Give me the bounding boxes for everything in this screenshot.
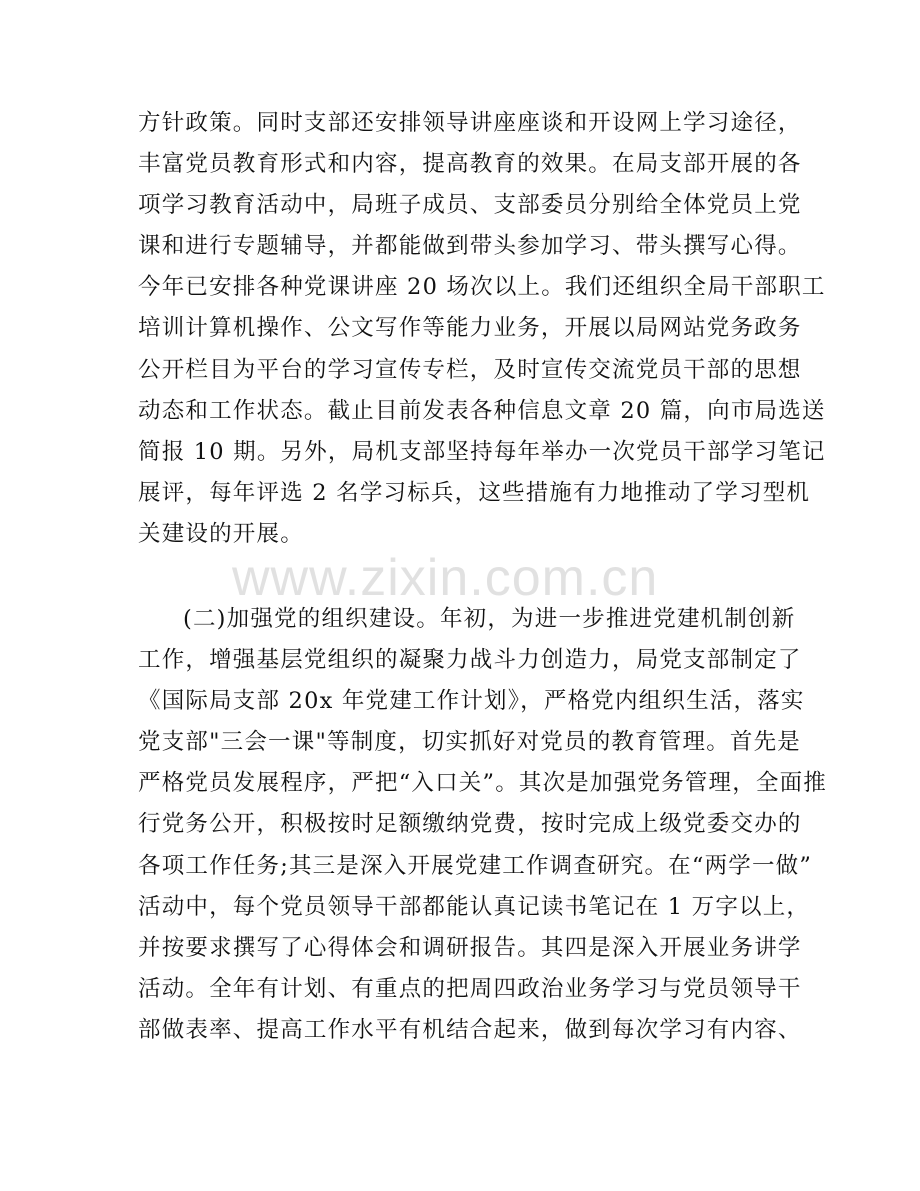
paragraph-line: 部做表率、提高工作水平有机结合起来，做到每次学习有内容、	[138, 1016, 802, 1043]
paragraph-line: 并按要求撰写了心得体会和调研报告。其四是深入开展业务讲学	[138, 934, 802, 961]
paragraph-line: 严格党员发展程序，严把“入口关”。其次是加强党务管理，全面推	[138, 770, 828, 797]
paragraph-line: 丰富党员教育形式和内容，提高教育的效果。在局支部开展的各	[138, 151, 802, 178]
paragraph-line: 党支部"三会一课"等制度，切实抓好对党员的教育管理。首先是	[138, 729, 801, 756]
paragraph-line: 《国际局支部 20x 年党建工作计划》，严格党内组织生活，落实	[138, 688, 805, 715]
paragraph-line: 动态和工作状态。截止目前发表各种信息文章 20 篇，向市局选送	[138, 397, 826, 424]
paragraph-line: 行党务公开，积极按时足额缴纳党费，按时完成上级党委交办的	[138, 811, 802, 838]
watermark: www.zixin.com.cn	[232, 549, 659, 607]
paragraph-organization-building	[138, 599, 828, 1051]
paragraph-line: 课和进行专题辅导，并都能做到带头参加学习、带头撰写心得。	[138, 233, 802, 260]
paragraph-line: 方针政策。同时支部还安排领导讲座座谈和开设网上学习途径，	[138, 110, 802, 136]
paragraph-line: 活动。全年有计划、有重点的把周四政治业务学习与党员领导干	[138, 975, 802, 1002]
paragraph-line: 展评，每年评选 2 名学习标兵，这些措施有力地推动了学习型机	[138, 479, 811, 506]
paragraph-line: 今年已安排各种党课讲座 20 场次以上。我们还组织全局干部职工	[138, 274, 826, 301]
paragraph-line: 公开栏目为平台的学习宣传专栏，及时宣传交流党员干部的思想	[138, 356, 802, 383]
paragraph-line: 培训计算机操作、公文写作等能力业务，开展以局网站党务政务	[138, 315, 802, 342]
paragraph-line: 关建设的开展。	[138, 520, 304, 547]
paragraph-line: 简报 10 期。另外，局机支部坚持每年举办一次党员干部学习笔记	[138, 438, 826, 465]
paragraph-line: 工作，增强基层党组织的凝聚力战斗力创造力，局党支部制定了	[138, 647, 802, 674]
paragraph-line: 活动中，每个党员领导干部都能认真记读书笔记在 1 万字以上，	[138, 893, 811, 920]
paragraph-line: (二)加强党的组织建设。年初，为进一步推进党建机制创新	[183, 606, 796, 632]
paragraph-line: 项学习教育活动中，局班子成员、支部委员分别给全体党员上党	[138, 192, 802, 219]
paragraph-study-activities	[138, 103, 826, 555]
paragraph-line: 各项工作任务;其三是深入开展党建工作调查研究。在“两学一做”	[138, 852, 813, 879]
